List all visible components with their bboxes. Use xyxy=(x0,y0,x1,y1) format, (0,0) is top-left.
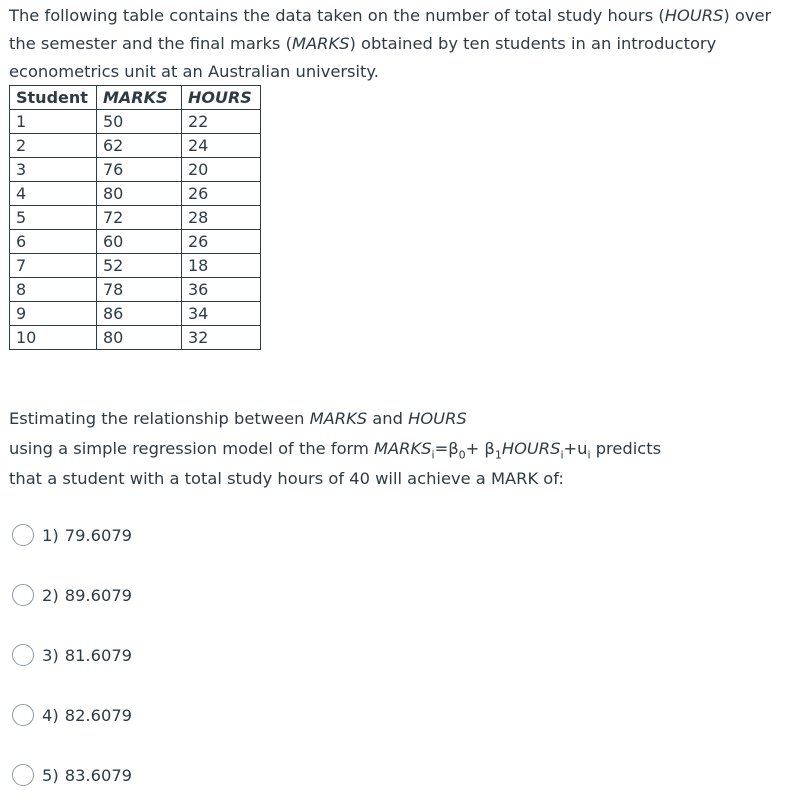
cell-marks: 50 xyxy=(97,110,182,134)
cell-marks: 78 xyxy=(97,278,182,302)
option-value: 79.6079 xyxy=(64,525,133,545)
cell-hours: 36 xyxy=(182,278,261,302)
table-header-row xyxy=(10,86,261,110)
cell-student: 5 xyxy=(10,206,97,230)
cell-marks: 62 xyxy=(97,134,182,158)
table-row xyxy=(10,206,261,230)
cell-hours: 22 xyxy=(182,110,261,134)
answer-option-1[interactable] xyxy=(12,522,132,548)
option-value: 89.6079 xyxy=(64,585,133,605)
option-number: 3) xyxy=(42,645,59,665)
question-line-1: Estimating the relationship between MARKS and HOURS xyxy=(9,409,467,428)
data-table xyxy=(9,85,261,350)
intro-paragraph xyxy=(9,2,799,86)
cell-student: 9 xyxy=(10,302,97,326)
intro-text-1: The following table contains the data taken on the number of total study hours ( xyxy=(9,6,665,25)
option-number: 5) xyxy=(42,765,59,785)
answer-option-5[interactable] xyxy=(12,762,132,788)
cell-marks: 80 xyxy=(97,182,182,206)
cell-hours: 24 xyxy=(182,134,261,158)
cell-marks: 76 xyxy=(97,158,182,182)
answer-option-4[interactable] xyxy=(12,702,132,728)
cell-student: 3 xyxy=(10,158,97,182)
cell-marks: 52 xyxy=(97,254,182,278)
answer-option-3[interactable] xyxy=(12,642,132,668)
intro-text-3: ) obtained by ten students in an introductory econometrics unit at an Australian university. xyxy=(9,34,717,81)
answer-option-2[interactable] xyxy=(12,582,132,608)
cell-hours: 20 xyxy=(182,158,261,182)
cell-hours: 28 xyxy=(182,206,261,230)
cell-marks: 86 xyxy=(97,302,182,326)
table-row xyxy=(10,158,261,182)
radio-button[interactable] xyxy=(12,764,34,786)
cell-hours: 26 xyxy=(182,230,261,254)
hours-variable: HOURS xyxy=(408,409,467,428)
table-row xyxy=(10,134,261,158)
header-hours: HOURS xyxy=(182,86,261,110)
cell-marks: 80 xyxy=(97,326,182,350)
option-value: 81.6079 xyxy=(64,645,133,665)
table-row xyxy=(10,254,261,278)
cell-student: 2 xyxy=(10,134,97,158)
cell-student: 8 xyxy=(10,278,97,302)
option-value: 82.6079 xyxy=(64,705,133,725)
question-line-2: using a simple regression model of the form $MARKS_i=\beta_0+$ $\beta_1HOURS_i+u_i$ predicts xyxy=(9,439,662,462)
cell-hours: 26 xyxy=(182,182,261,206)
cell-student: 7 xyxy=(10,254,97,278)
radio-button[interactable] xyxy=(12,524,34,546)
question-line-3: that a student with a total study hours of 40 will achieve a MARK of: xyxy=(9,469,564,488)
cell-student: 10 xyxy=(10,326,97,350)
table-row xyxy=(10,110,261,134)
table-row xyxy=(10,230,261,254)
radio-button[interactable] xyxy=(12,704,34,726)
cell-student: 6 xyxy=(10,230,97,254)
table-row xyxy=(10,302,261,326)
table-row xyxy=(10,182,261,206)
cell-marks: 60 xyxy=(97,230,182,254)
option-number: 1) xyxy=(42,525,59,545)
marks-variable: MARKS xyxy=(291,34,350,53)
header-marks: MARKS xyxy=(97,86,182,110)
cell-student: 1 xyxy=(10,110,97,134)
question-text xyxy=(9,404,799,494)
radio-button[interactable] xyxy=(12,584,34,606)
cell-hours: 34 xyxy=(182,302,261,326)
option-value: 83.6079 xyxy=(64,765,133,785)
cell-marks: 72 xyxy=(97,206,182,230)
cell-hours: 32 xyxy=(182,326,261,350)
option-number: 2) xyxy=(42,585,59,605)
table-row xyxy=(10,278,261,302)
radio-button[interactable] xyxy=(12,644,34,666)
regression-equation: $MARKS_i=\beta_0+$ $\beta_1HOURS_i+u_i$ xyxy=(373,439,591,462)
option-number: 4) xyxy=(42,705,59,725)
hours-variable: HOURS xyxy=(664,6,724,25)
header-student: Student xyxy=(10,86,97,110)
cell-hours: 18 xyxy=(182,254,261,278)
table-row xyxy=(10,326,261,350)
intro-text-2: ) over the semester and the final marks ( xyxy=(9,6,772,53)
cell-student: 4 xyxy=(10,182,97,206)
marks-variable: MARKS xyxy=(309,409,368,428)
